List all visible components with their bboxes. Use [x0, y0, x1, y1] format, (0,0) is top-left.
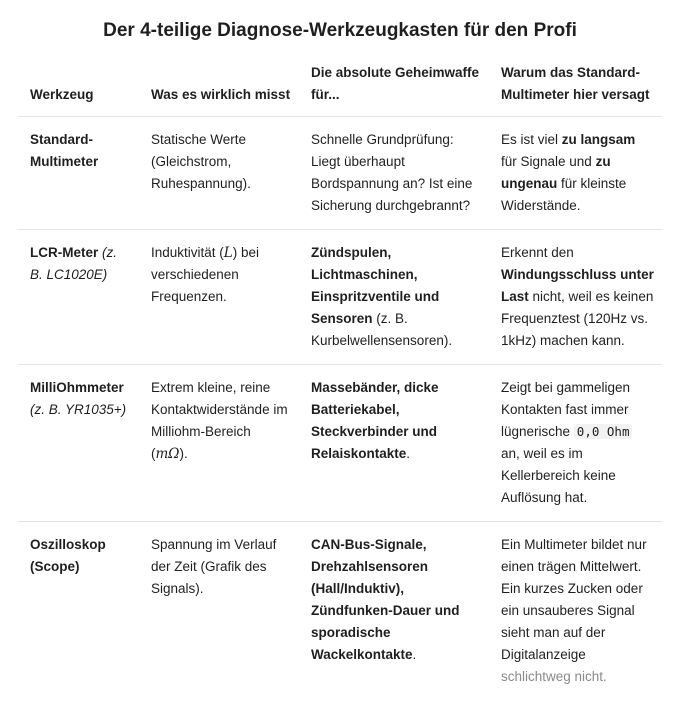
why-text: für kleinste Widerstände.	[501, 176, 627, 213]
header-measures: Was es wirklich misst	[139, 62, 299, 117]
math-symbol: mΩ	[155, 446, 180, 462]
page-title: Der 4-teilige Diagnose-Werkzeugkasten für den Profi	[103, 20, 577, 41]
header-why: Warum das Standard-Multimeter hier versagt	[489, 62, 662, 117]
weapon-text: .	[412, 647, 417, 662]
why-cell	[489, 522, 662, 701]
measures-text: ).	[179, 446, 188, 461]
table-header-row	[18, 62, 662, 117]
why-text: Zeigt bei gammeligen Kontakten fast immer lügnerische	[501, 380, 631, 439]
weapon-text: (z. B. Kurbelwellensensoren).	[311, 311, 453, 348]
weapon-bold: Zündspulen, Lichtmaschinen, Einspritzventile und Sensoren	[311, 245, 440, 326]
tool-name: LCR-Meter	[30, 245, 99, 260]
measures-text: ) bei verschiedenen Frequenzen.	[151, 245, 260, 304]
measures-cell: Spannung im Verlauf der Zeit (Grafik des Signals).	[151, 537, 277, 596]
why-text: Erkennt den	[501, 245, 574, 260]
why-bold: zu ungenau	[501, 154, 611, 191]
weapon-bold: Massebänder, dicke Batteriekabel, Steckverbinder und Relaiskontakte	[311, 380, 439, 461]
tool-cell	[18, 365, 139, 522]
weapon-bold: CAN-Bus-Signale, Drehzahlsensoren (Hall/Induktiv), Zündfunken-Dauer und sporadische Wackelkontakte	[311, 537, 460, 662]
table-row	[18, 230, 662, 365]
code-value: 0,0 Ohm	[574, 424, 633, 439]
weapon-cell: Schnelle Grundprüfung: Liegt überhaupt Bordspannung an? Ist eine Sicherung durchgebrannt?	[299, 117, 489, 230]
why-faded-text: schlichtweg nicht.	[501, 669, 607, 684]
measures-cell: Statische Werte (Gleichstrom, Ruhespannung).	[139, 117, 299, 230]
table-row	[18, 365, 662, 522]
weapon-cell	[299, 230, 489, 365]
tool-name: MilliOhmmeter	[30, 380, 124, 395]
measures-cell	[139, 365, 299, 522]
measures-text: Extrem kleine, reine Kontaktwiderstände im Milliohm-Bereich (	[151, 380, 288, 461]
toolkit-table	[18, 62, 662, 700]
why-text: Es ist viel	[501, 132, 562, 147]
weapon-cell	[299, 522, 489, 701]
tool-name: Oszilloskop (Scope)	[30, 537, 106, 574]
header-tool: Werkzeug	[18, 62, 139, 117]
tool-model: (z. B. LC1020E)	[30, 245, 118, 282]
table-row	[18, 522, 662, 701]
tool-cell	[18, 117, 139, 230]
why-text: an, weil es im Kellerbereich keine Auflösung hat.	[501, 446, 616, 505]
why-text: nicht, weil es keinen Frequenztest (120Hz vs. 1kHz) machen kann.	[501, 289, 654, 348]
weapon-cell	[299, 365, 489, 522]
measures-cell	[139, 230, 299, 365]
table-row	[18, 117, 662, 230]
why-text: für Signale und	[501, 154, 596, 169]
why-cell	[489, 117, 662, 230]
tool-name: Standard-Multimeter	[30, 132, 99, 169]
why-bold: Windungsschluss unter Last	[501, 267, 654, 304]
why-bold: zu langsam	[561, 132, 636, 147]
why-text: Ein Multimeter bildet nur einen trägen Mittelwert. Ein kurzes Zucken oder ein unsauberes Signal sieht man auf der Digitalanzeige	[501, 537, 647, 662]
why-cell	[489, 230, 662, 365]
tool-cell	[18, 522, 139, 701]
header-weapon: Die absolute Geheimwaffe für...	[299, 62, 489, 117]
why-cell	[489, 365, 662, 522]
weapon-text: .	[406, 446, 411, 461]
measures-text: Induktivität (	[151, 245, 224, 260]
math-symbol: L	[223, 245, 233, 261]
tool-cell	[18, 230, 139, 365]
tool-model: (z. B. YR1035+)	[30, 402, 127, 417]
